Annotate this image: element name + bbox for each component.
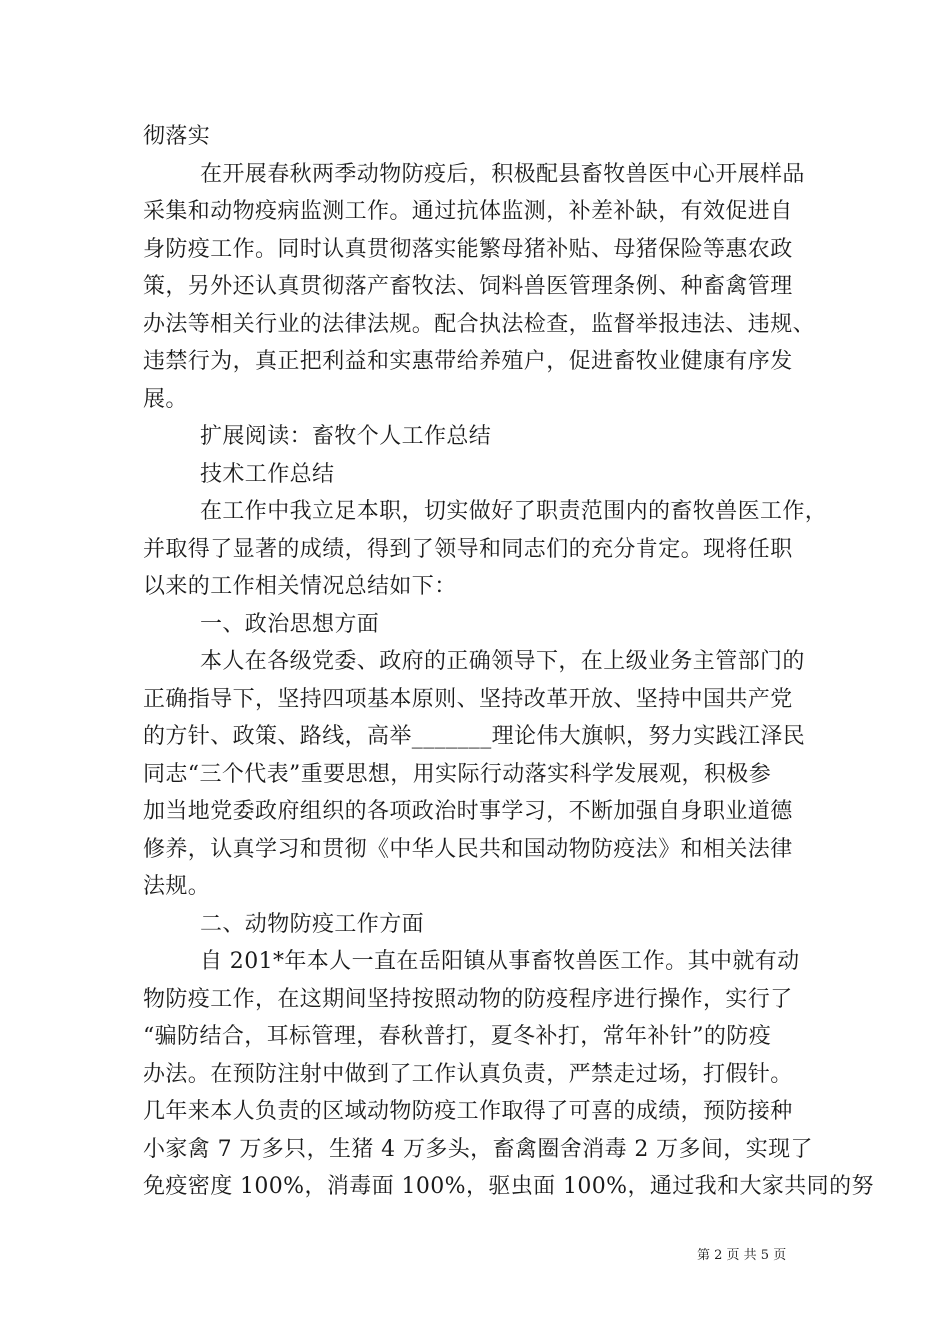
text-line: 策，另外还认真贯彻落产畜牧法、饲料兽医管理条例、种畜禽管理 — [143, 274, 793, 299]
text-line: 彻落实 — [143, 124, 211, 149]
text-line: 并取得了显著的成绩，得到了领导和同志们的充分肯定。现将任职 — [143, 536, 793, 562]
text-line: 同志“三个代表”重要思想，用实际行动落实科学发展观，积极参 — [143, 761, 772, 787]
text-line: 办法。在预防注射中做到了工作认真负责，严禁走过场，打假针。 — [143, 1061, 793, 1087]
text-line: 本人在各级党委、政府的正确领导下，在上级业务主管部门的 — [200, 649, 805, 674]
text-line: 在工作中我立足本职，切实做好了职责范围内的畜牧兽医工作， — [200, 499, 828, 524]
document-body — [143, 118, 874, 1206]
text-line: 一、政治思想方面 — [200, 611, 380, 637]
text-line: 以来的工作相关情况总结如下： — [143, 574, 457, 599]
text-line: 正确指导下，坚持四项基本原则、坚持改革开放、坚持中国共产党 — [143, 686, 793, 712]
text-line: 在开展春秋两季动物防疫后，积极配县畜牧兽医中心开展样品 — [200, 161, 805, 187]
text-line: 技术工作总结 — [200, 461, 335, 487]
text-line: 采集和动物疫病监测工作。通过抗体监测，补差补缺，有效促进自 — [143, 199, 793, 224]
text-line: 二、动物防疫工作方面 — [200, 911, 425, 937]
text-line: 办法等相关行业的法律法规。配合执法检查，监督举报违法、违规、 — [143, 311, 816, 337]
text-line: 自 201*年本人一直在岳阳镇从事畜牧兽医工作。其中就有动 — [200, 949, 800, 974]
text-line: 小家禽 7 万多只，生猪 4 万多头，畜禽圈舍消毒 2 万多间，实现了 — [143, 1136, 813, 1162]
text-line: 加当地党委政府组织的各项政治时事学习，不断加强自身职业道德 — [143, 799, 793, 824]
text-line: 法规。 — [143, 874, 211, 899]
text-line: 展。 — [143, 386, 188, 412]
text-line: 免疫密度 100%，消毒面 100%，驱虫面 100%，通过我和大家共同的努 — [143, 1174, 874, 1199]
text-line: 扩展阅读：畜牧个人工作总结 — [200, 424, 492, 449]
text-line: 的方针、政策、路线，高举_______理论伟大旗帜，努力实践江泽民 — [143, 724, 806, 749]
text-line: 几年来本人负责的区域动物防疫工作取得了可喜的成绩，预防接种 — [143, 1099, 793, 1124]
text-line: “骗防结合，耳标管理，春秋普打，夏冬补打，常年补针”的防疫 — [143, 1024, 772, 1049]
text-line: 物防疫工作，在这期间坚持按照动物的防疫程序进行操作，实行了 — [143, 986, 793, 1012]
page-number: 第 2 页 共 5 页 — [697, 1248, 787, 1263]
text-line: 修养，认真学习和贯彻《中华人民共和国动物防疫法》和相关法律 — [143, 836, 793, 862]
text-line: 身防疫工作。同时认真贯彻落实能繁母猪补贴、母猪保险等惠农政 — [143, 236, 793, 262]
text-line: 违禁行为，真正把利益和实惠带给养殖户，促进畜牧业健康有序发 — [143, 349, 793, 374]
